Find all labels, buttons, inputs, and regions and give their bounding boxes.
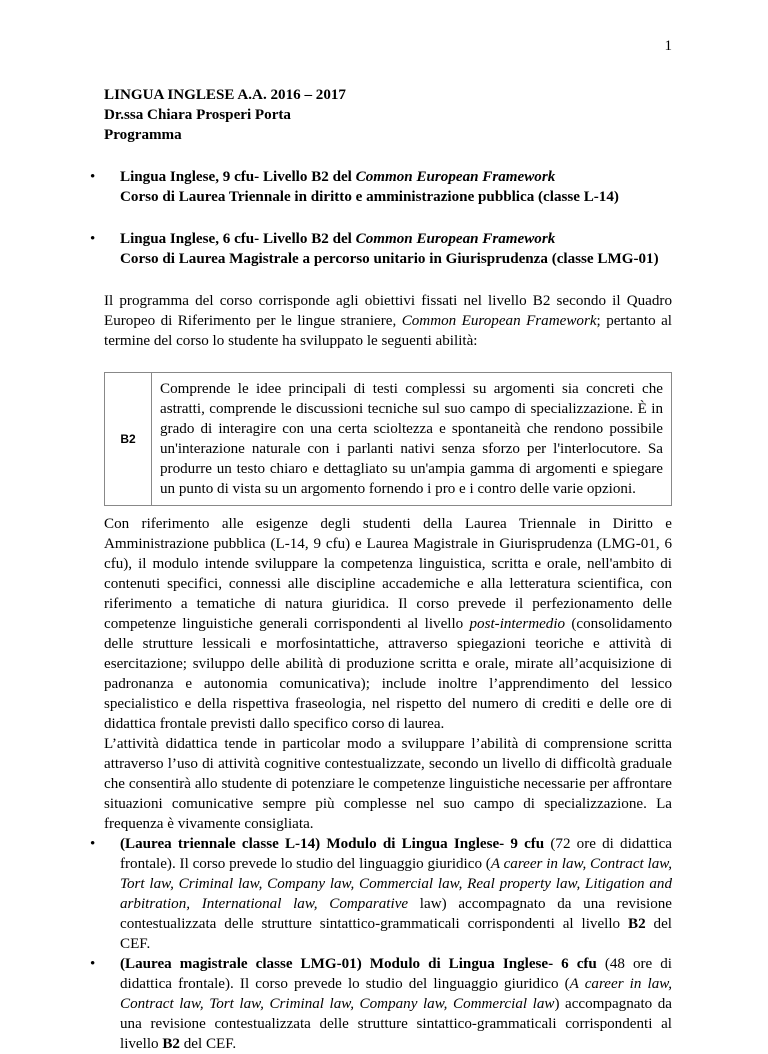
framework-name: Common European Framework	[355, 169, 556, 185]
bullet-icon: •	[90, 231, 96, 247]
module-topics: A career in law, Contract law, Tort law, Criminal law, Company law, Commercial law	[120, 976, 672, 1012]
module-text: (48 ore di didattica frontale). Il corso prevede lo studio del linguaggio giuridico (	[120, 956, 672, 992]
bullet-icon: •	[90, 169, 96, 185]
intro-paragraph	[104, 291, 672, 351]
module-item	[90, 834, 672, 954]
intro-text-end: ; pertanto al termine del corso lo studente ha sviluppato le seguenti abilità:	[104, 313, 672, 349]
intro-text: Il programma del corso corrisponde agli obiettivi fissati nel livello B2 secondo il Quadro Europeo di Riferimento per le lingue straniere,	[104, 293, 672, 329]
body-paragraph-1	[104, 514, 672, 734]
module-list	[90, 834, 672, 1054]
module-text: del CEF.	[179, 1036, 237, 1052]
level-table	[104, 372, 672, 506]
level-label: B2	[105, 373, 152, 506]
paragraph-italic: post-intermedio	[469, 616, 566, 632]
course-line2: Corso di Laurea Magistrale a percorso unitario in Giurisprudenza (classe LMG-01)	[120, 251, 659, 267]
course-name: Lingua Inglese, 6 cfu- Livello B2 del	[120, 231, 356, 247]
bullet-icon: •	[90, 956, 96, 972]
framework-name: Common European Framework	[355, 231, 556, 247]
paragraph-text-end: (consolidamento delle strutture lessicali e morfosintattiche, attraverso spiegazioni teoriche e attività di esercitazione; sviluppo delle abilità di produzione scritta e orale, mirate all’acquisizione di padronanza e autonomia comunicativa); include inoltre l’apprendimento del lessico specialistico e della rispettiva fraseologia, nel rispetto del numero di crediti e delle ore di didattica frontale previsti dallo specifico corso di laurea.	[104, 616, 672, 732]
module-text: (72 ore di didattica frontale). Il corso prevede lo studio del linguaggio giuridico (	[120, 836, 672, 872]
course-list	[90, 167, 672, 269]
module-text: ) accompagnato da una revisione contestualizzata delle strutture sintattico-grammaticali corrispondenti al livello	[120, 996, 672, 1052]
course-line2: Corso di Laurea Triennale in diritto e amministrazione pubblica (classe L-14)	[120, 189, 619, 205]
module-text: law) accompagnato da una revisione contestualizzata delle strutture sintattico-grammaticali corrispondenti al livello	[120, 896, 672, 932]
body-paragraph-2: L’attività didattica tende in particolar modo a sviluppare l’abilità di comprensione scritta attraverso l’uso di attività cognitive contestualizzate, secondo un livello di difficoltà graduale che consentirà allo studente di potenziare le competenze linguistiche necessarie per affrontare situazioni comunicative sempre più complesse nel suo campo di specializzazione. La frequenza è vivamente consigliata.	[104, 736, 672, 832]
table-row	[105, 373, 672, 506]
paragraph-text: Con riferimento alle esigenze degli studenti della Laurea Triennale in Diritto e Amministrazione pubblica (L-14, 9 cfu) e Laurea Magistrale in Giurisprudenza (LMG-01, 6 cfu), il modulo intende sviluppare la competenza linguistica, scritta e orale, nell'ambito di contenuti specifici, connessi alle discipline accademiche e alla letteratura scientifica, con riferimento a tematiche di natura giuridica. Il corso prevede il perfezionamento delle competenze linguistiche generali corrispondenti al livello	[104, 516, 672, 632]
course-item	[90, 167, 672, 207]
course-item	[90, 229, 672, 269]
module-level: B2	[628, 916, 646, 932]
module-level: B2	[162, 1036, 180, 1052]
level-description: Comprende le idee principali di testi complessi su argomenti sia concreti che astratti, comprende le discussioni tecniche sul suo campo di specializzazione. È in grado di interagire con una certa scioltezza e spontaneità che rendono possibile un'interazione naturale con i parlanti nativi senza sforzo per l'interlocutore. Sa produrre un testo chiaro e dettagliato su un'ampia gamma di argomenti e spiegare un punto di vista su un argomento fornendo i pro e i contro delle varie opzioni.	[152, 373, 672, 506]
bullet-icon: •	[90, 836, 96, 852]
course-line1	[120, 169, 555, 185]
document-content	[90, 85, 672, 1054]
module-title: (Laurea magistrale classe LMG-01) Modulo di Lingua Inglese- 6 cfu	[120, 956, 597, 972]
module-title: (Laurea triennale classe L-14) Modulo di Lingua Inglese- 9 cfu	[120, 836, 545, 852]
module-topics: A career in law, Contract law, Tort law, Criminal law, Company law, Commercial law, Real property law, Litigation and arbitration, International law, Comparative	[120, 856, 672, 912]
course-name: Lingua Inglese, 9 cfu- Livello B2 del	[120, 169, 356, 185]
document-title: LINGUA INGLESE A.A. 2016 – 2017	[104, 87, 346, 103]
module-text: del CEF.	[120, 916, 672, 952]
document-author: Dr.ssa Chiara Prosperi Porta	[104, 107, 291, 123]
course-line1	[120, 231, 555, 247]
intro-italic: Common European Framework	[401, 313, 597, 329]
module-item	[90, 954, 672, 1054]
document-section: Programma	[104, 127, 182, 143]
page-number: 1	[664, 38, 672, 54]
